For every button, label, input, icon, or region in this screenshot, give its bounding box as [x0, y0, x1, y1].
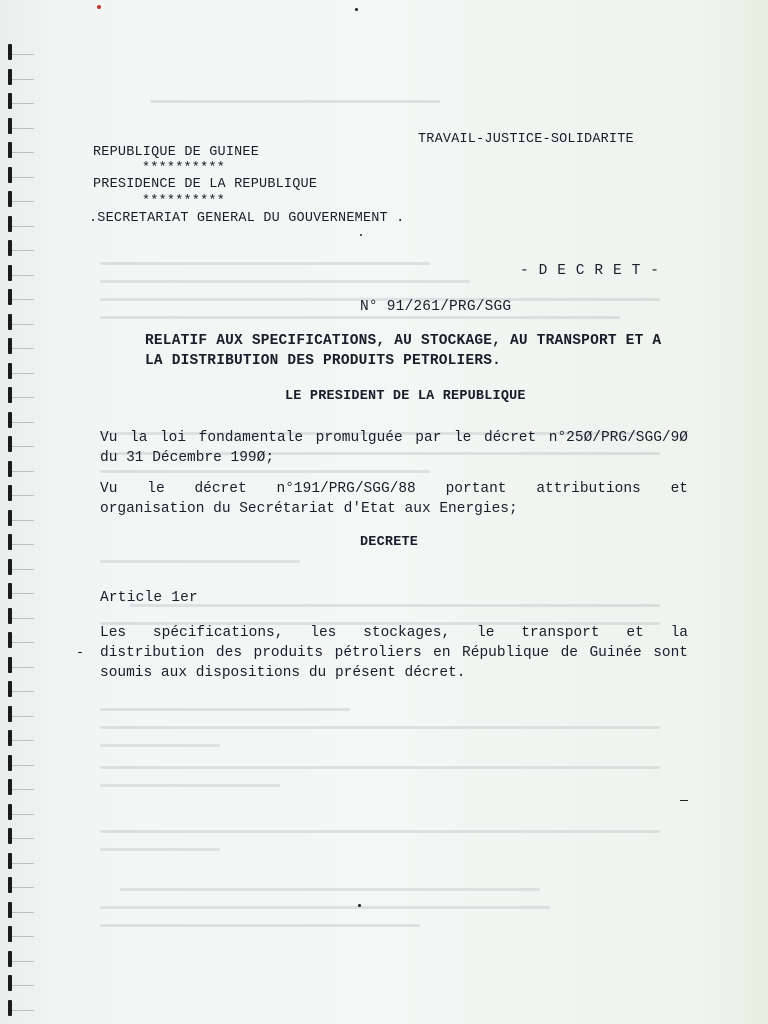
binder-tick	[12, 593, 34, 594]
decree-number: N° 91/261/PRG/SGG	[360, 299, 512, 315]
presidency-name: PRESIDENCE DE LA REPUBLIQUE	[93, 177, 318, 192]
binder-hole	[8, 534, 12, 550]
binder-hole	[8, 951, 12, 967]
binder-tick	[12, 765, 34, 766]
binder-hole	[8, 706, 12, 722]
binder-tick	[12, 299, 34, 300]
binder-tick	[12, 471, 34, 472]
binder-tick	[12, 201, 34, 202]
binder-tick	[12, 789, 34, 790]
binder-hole	[8, 510, 12, 526]
binder-hole	[8, 363, 12, 379]
binder-hole	[8, 657, 12, 673]
binder-tick	[12, 520, 34, 521]
binder-hole	[8, 583, 12, 599]
binder-tick	[12, 691, 34, 692]
binder-hole	[8, 167, 12, 183]
consideration-line: Vu le décret n°191/PRG/SGG/88 portant attributions et	[100, 481, 688, 497]
decree-heading: - D E C R E T -	[520, 263, 660, 279]
binder-tick	[12, 275, 34, 276]
binder-hole	[8, 681, 12, 697]
binder-tick	[12, 250, 34, 251]
binder-tick	[12, 422, 34, 423]
binder-tick	[12, 544, 34, 545]
separator-stars: **********	[142, 161, 226, 176]
article-line: soumis aux dispositions du présent décret.	[100, 665, 466, 681]
binder-hole	[8, 240, 12, 256]
decree-subject-line: LA DISTRIBUTION DES PRODUITS PETROLIERS.	[145, 353, 502, 369]
binder-hole	[8, 1000, 12, 1016]
consideration-line: du 31 Décembre 199Ø;	[100, 450, 275, 466]
binder-tick	[12, 936, 34, 937]
binder-tick	[12, 446, 34, 447]
consideration-paragraph	[100, 428, 688, 468]
binder-hole	[8, 338, 12, 354]
national-motto: TRAVAIL-JUSTICE-SOLIDARITE	[418, 132, 634, 147]
article-line: Les spécifications, les stockages, le transport et la	[100, 625, 688, 641]
binder-tick	[12, 79, 34, 80]
separator-stars: **********	[142, 194, 226, 209]
binder-tick	[12, 128, 34, 129]
binder-hole	[8, 975, 12, 991]
binder-tick	[12, 152, 34, 153]
binder-hole	[8, 804, 12, 820]
binder-tick	[12, 397, 34, 398]
binder-tick	[12, 887, 34, 888]
binder-hole	[8, 755, 12, 771]
binder-tick	[12, 961, 34, 962]
article-body	[100, 623, 688, 683]
binder-hole	[8, 142, 12, 158]
binder-hole	[8, 265, 12, 281]
binder-tick	[12, 740, 34, 741]
binder-hole	[8, 216, 12, 232]
binder-hole	[8, 44, 12, 60]
binder-tick	[12, 716, 34, 717]
binder-tick	[12, 348, 34, 349]
binder-hole	[8, 436, 12, 452]
binder-tick	[12, 103, 34, 104]
binder-tick	[12, 618, 34, 619]
binder-hole	[8, 926, 12, 942]
binder-hole	[8, 461, 12, 477]
binder-hole	[8, 289, 12, 305]
consideration-paragraph	[100, 479, 688, 519]
binder-tick	[12, 814, 34, 815]
binder-hole	[8, 485, 12, 501]
binder-tick	[12, 667, 34, 668]
binder-tick	[12, 569, 34, 570]
binder-hole	[8, 853, 12, 869]
binder-hole	[8, 877, 12, 893]
binder-tick	[12, 912, 34, 913]
binder-tick	[12, 863, 34, 864]
binder-hole	[8, 191, 12, 207]
binder-tick	[12, 324, 34, 325]
binder-hole	[8, 779, 12, 795]
binder-hole	[8, 387, 12, 403]
decree-author: LE PRESIDENT DE LA REPUBLIQUE	[285, 389, 526, 404]
binder-tick	[12, 373, 34, 374]
binder-tick	[12, 642, 34, 643]
article-title: Article 1er	[100, 590, 198, 606]
binder-hole	[8, 608, 12, 624]
consideration-line: Vu la loi fondamentale promulguée par le décret n°25Ø/PRG/SGG/9Ø	[100, 430, 688, 446]
binder-hole	[8, 118, 12, 134]
binder-hole	[8, 69, 12, 85]
binder-tick	[12, 54, 34, 55]
binder-tick	[12, 985, 34, 986]
country-name: REPUBLIQUE DE GUINEE	[93, 145, 260, 160]
binder-hole	[8, 632, 12, 648]
decree-subject-line: RELATIF AUX SPECIFICATIONS, AU STOCKAGE, AU TRANSPORT ET A	[145, 333, 662, 349]
consideration-line: organisation du Secrétariat d'Etat aux Energies;	[100, 501, 518, 517]
binder-hole	[8, 412, 12, 428]
binder-hole	[8, 559, 12, 575]
binder-hole	[8, 314, 12, 330]
binder-hole	[8, 828, 12, 844]
binder-tick	[12, 1010, 34, 1011]
binder-tick	[12, 495, 34, 496]
binder-holes	[0, 40, 40, 1020]
article-line: distribution des produits pétroliers en République de Guinée sont	[100, 645, 688, 661]
binder-hole	[8, 730, 12, 746]
secretariat-name: .SECRETARIAT GENERAL DU GOUVERNEMENT .	[89, 211, 405, 226]
binder-tick	[12, 226, 34, 227]
decrete-label: DECRETE	[360, 535, 419, 550]
binder-hole	[8, 902, 12, 918]
binder-tick	[12, 177, 34, 178]
binder-tick	[12, 838, 34, 839]
binder-hole	[8, 93, 12, 109]
